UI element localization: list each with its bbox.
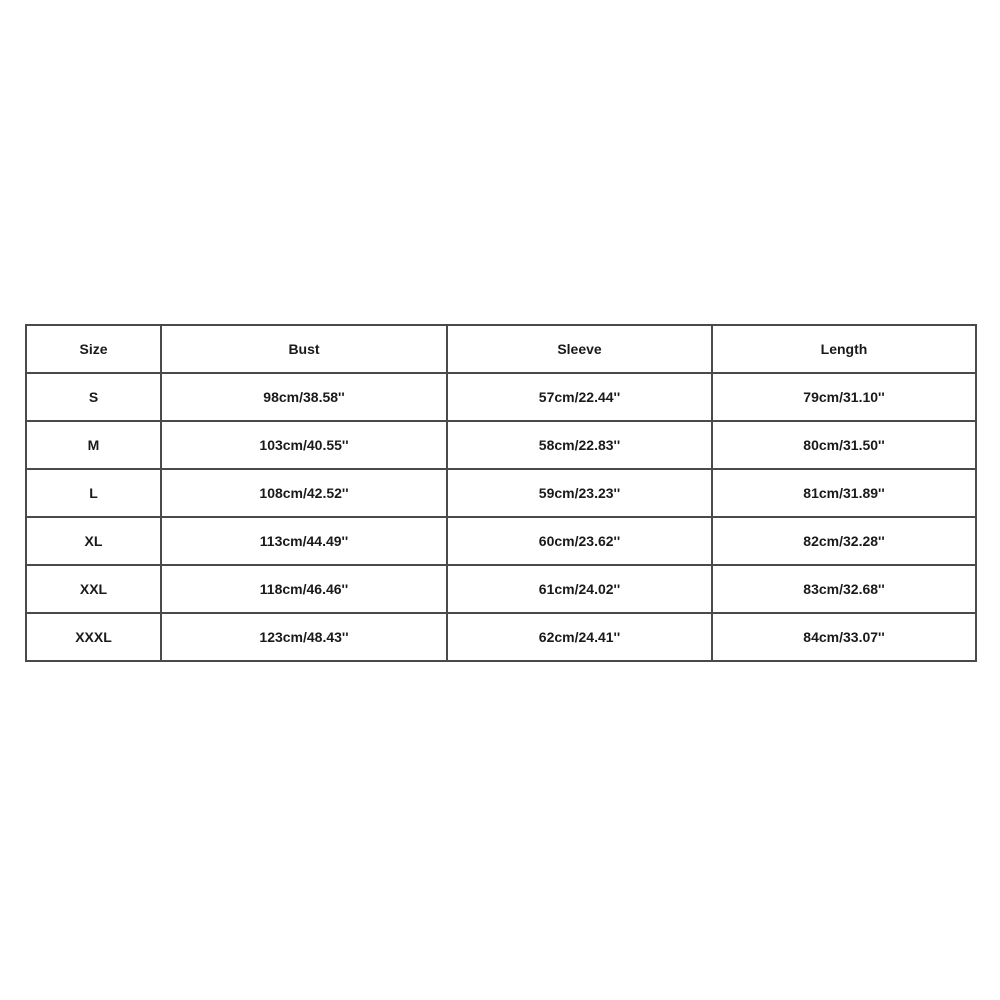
cell-size: S xyxy=(26,373,161,421)
header-length: Length xyxy=(712,325,976,373)
table-row xyxy=(26,421,976,469)
table-header-row xyxy=(26,325,976,373)
table-row xyxy=(26,613,976,661)
cell-sleeve: 57cm/22.44'' xyxy=(447,373,712,421)
header-bust: Bust xyxy=(161,325,447,373)
cell-sleeve: 58cm/22.83'' xyxy=(447,421,712,469)
cell-bust: 103cm/40.55'' xyxy=(161,421,447,469)
cell-bust: 118cm/46.46'' xyxy=(161,565,447,613)
table-row xyxy=(26,565,976,613)
size-chart-table xyxy=(25,324,977,662)
table-row xyxy=(26,373,976,421)
cell-length: 84cm/33.07'' xyxy=(712,613,976,661)
cell-sleeve: 61cm/24.02'' xyxy=(447,565,712,613)
cell-size: XL xyxy=(26,517,161,565)
cell-size: M xyxy=(26,421,161,469)
cell-length: 83cm/32.68'' xyxy=(712,565,976,613)
cell-bust: 113cm/44.49'' xyxy=(161,517,447,565)
header-size: Size xyxy=(26,325,161,373)
cell-sleeve: 59cm/23.23'' xyxy=(447,469,712,517)
cell-length: 82cm/32.28'' xyxy=(712,517,976,565)
cell-length: 80cm/31.50'' xyxy=(712,421,976,469)
table-row xyxy=(26,469,976,517)
cell-sleeve: 62cm/24.41'' xyxy=(447,613,712,661)
cell-size: XXL xyxy=(26,565,161,613)
cell-bust: 123cm/48.43'' xyxy=(161,613,447,661)
cell-length: 79cm/31.10'' xyxy=(712,373,976,421)
table-row xyxy=(26,517,976,565)
cell-sleeve: 60cm/23.62'' xyxy=(447,517,712,565)
cell-bust: 98cm/38.58'' xyxy=(161,373,447,421)
cell-size: XXXL xyxy=(26,613,161,661)
cell-size: L xyxy=(26,469,161,517)
header-sleeve: Sleeve xyxy=(447,325,712,373)
cell-length: 81cm/31.89'' xyxy=(712,469,976,517)
cell-bust: 108cm/42.52'' xyxy=(161,469,447,517)
